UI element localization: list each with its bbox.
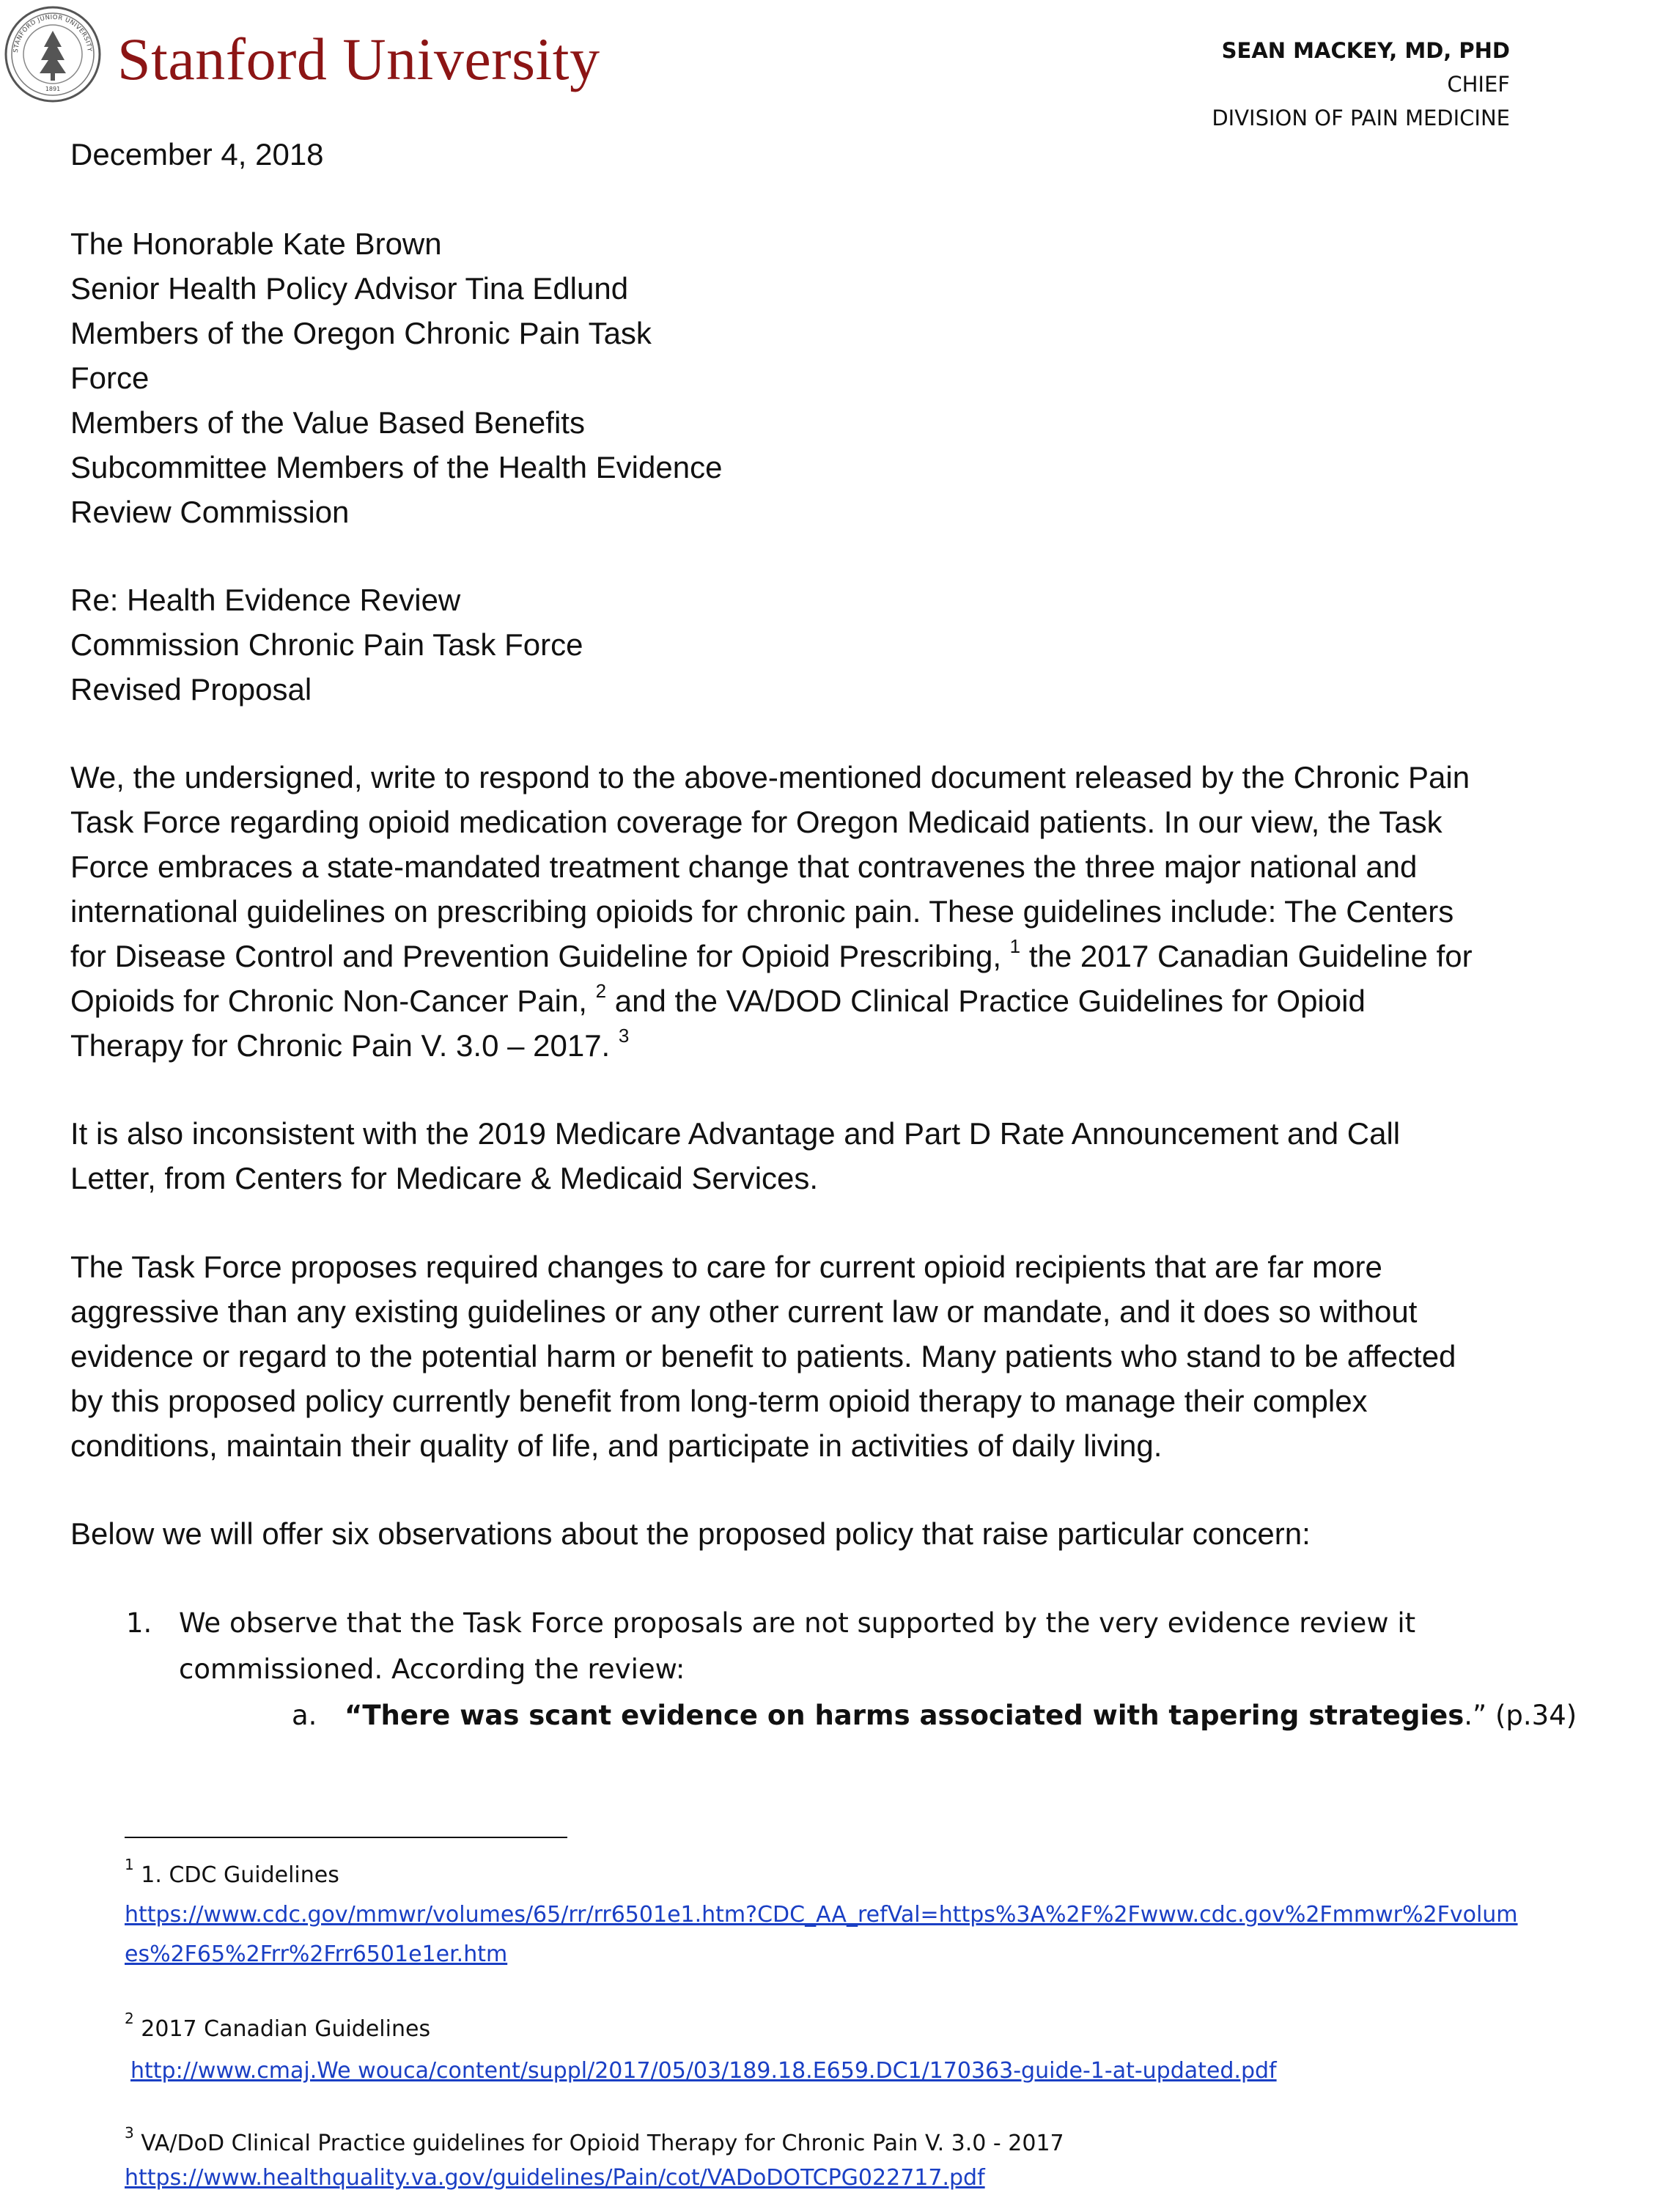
footnote-2: $^2$ 2017 Canadian Guidelines [125, 2010, 431, 2042]
seal-year: 1891 [45, 86, 61, 92]
footnote-1-link-cont[interactable]: es%2F65%2Frr%2Frr6501e1er.htm [125, 1941, 508, 1967]
letter-date: December 4, 2018 [70, 137, 324, 172]
footnote-ref-1: 1 [1009, 935, 1021, 957]
list-item-text: We observe that the Task Force proposals are not supported by the very evidence review it [179, 1607, 1416, 1639]
subject-line: Revised Proposal [70, 672, 312, 707]
subject-line: Re: Health Evidence Review [70, 583, 461, 617]
footnote-1-link[interactable]: https://www.cdc.gov/mmwr/volumes/65/rr/rr6501e1.htm?CDC_AA_refVal=https%3A%2F%2Fwww.cdc.gov%2Fmmwr%2Fvolum [125, 1902, 1518, 1928]
paragraph-medicare: It is also inconsistent with the 2019 Medicare Advantage and Part D Rate Announcement and Call Letter, from Centers for Medicare & Medicaid Services. [70, 1116, 1401, 1195]
list-item-text: commissioned. According the review: [179, 1653, 685, 1685]
recipient-line: Force [70, 361, 150, 395]
footnote-3-link[interactable]: https://www.healthquality.va.gov/guidelines/Pain/cot/VADoDOTCPG022717.pdf [125, 2165, 985, 2191]
footnote-ref-2: 2 [595, 980, 607, 1002]
paragraph-guidelines: We, the undersigned, write to respond to the above-mentioned document released by the Chronic Pain Task Force regarding opioid medication coverage for Oregon Medicaid patients. In our view, the Task Force embraces a state-mandated treatment change that contravenes the three major national and international guidelines on prescribing opioids for chronic pain. These guidelines include: The Centers for Disease Control and Prevention Guideline for Opioid Prescribing, $^1$ the 2017 Canadian Guideline for Opioids for Chronic Non-Cancer Pain, $^2$ and the VA/DOD Clinical Practice Guidelines for Opioid Therapy for Chronic Pain V. 3.0 – 2017. $^3$ [70, 760, 1473, 1063]
sender-name: SEAN MACKEY, MD, PHD [1221, 38, 1510, 63]
sub-item-text: “There was scant evidence on harms associated with tapering strategies.” (p.34) [345, 1700, 1577, 1731]
subject-line: Commission Chronic Pain Task Force [70, 627, 583, 662]
footnote-separator [125, 1837, 567, 1838]
recipient-line: The Honorable Kate Brown [70, 226, 442, 261]
footnote-3: $^3$ VA/DoD Clinical Practice guidelines for Opioid Therapy for Chronic Pain V. 3.0 - 2017 [125, 2124, 1064, 2156]
recipient-line: Senior Health Policy Advisor Tina Edlund [70, 271, 629, 306]
sender-title: CHIEF [1447, 72, 1510, 97]
sub-item-quote: “There was scant evidence on harms associated with tapering strategies [345, 1700, 1465, 1731]
sender-division: DIVISION OF PAIN MEDICINE [1212, 106, 1510, 130]
university-name: Stanford University [117, 26, 600, 92]
list-item-number: 1. [126, 1607, 152, 1639]
paragraph-task-force: The Task Force proposes required changes to care for current opioid recipients that are far more aggressive than any existing guidelines or any other current law or mandate, and it does so without evidence or regard to the potential harm or benefit to patients. Many patients who stand to be affected by this proposed policy currently benefit from long-term opioid therapy to manage their complex conditions, maintain their quality of life, and participate in activities of daily living. [70, 1250, 1456, 1463]
recipient-line: Members of the Value Based Benefits [70, 405, 585, 440]
recipients-block [70, 221, 1639, 534]
footnote-2-link[interactable]: http://www.cmaj.We wouca/content/suppl/2017/05/03/189.18.E659.DC1/170363-guide-1-at-updated.pdf [130, 2058, 1277, 2084]
recipient-line: Subcommittee Members of the Health Evidence [70, 450, 723, 484]
subject-block [70, 578, 1639, 712]
footnote-ref-3: 3 [618, 1025, 630, 1047]
seal-text: STANFORD JUNIOR UNIVERSITY [12, 13, 93, 54]
paragraph-observations-intro: Below we will offer six observations about the proposed policy that raise particular concern: [70, 1516, 1311, 1551]
recipient-line: Review Commission [70, 495, 350, 529]
sub-item-letter: a. [292, 1700, 317, 1731]
stanford-seal-logo [3, 4, 103, 104]
footnote-1: $^1$ 1. CDC Guidelines [125, 1856, 339, 1888]
recipient-line: Members of the Oregon Chronic Pain Task [70, 316, 652, 350]
